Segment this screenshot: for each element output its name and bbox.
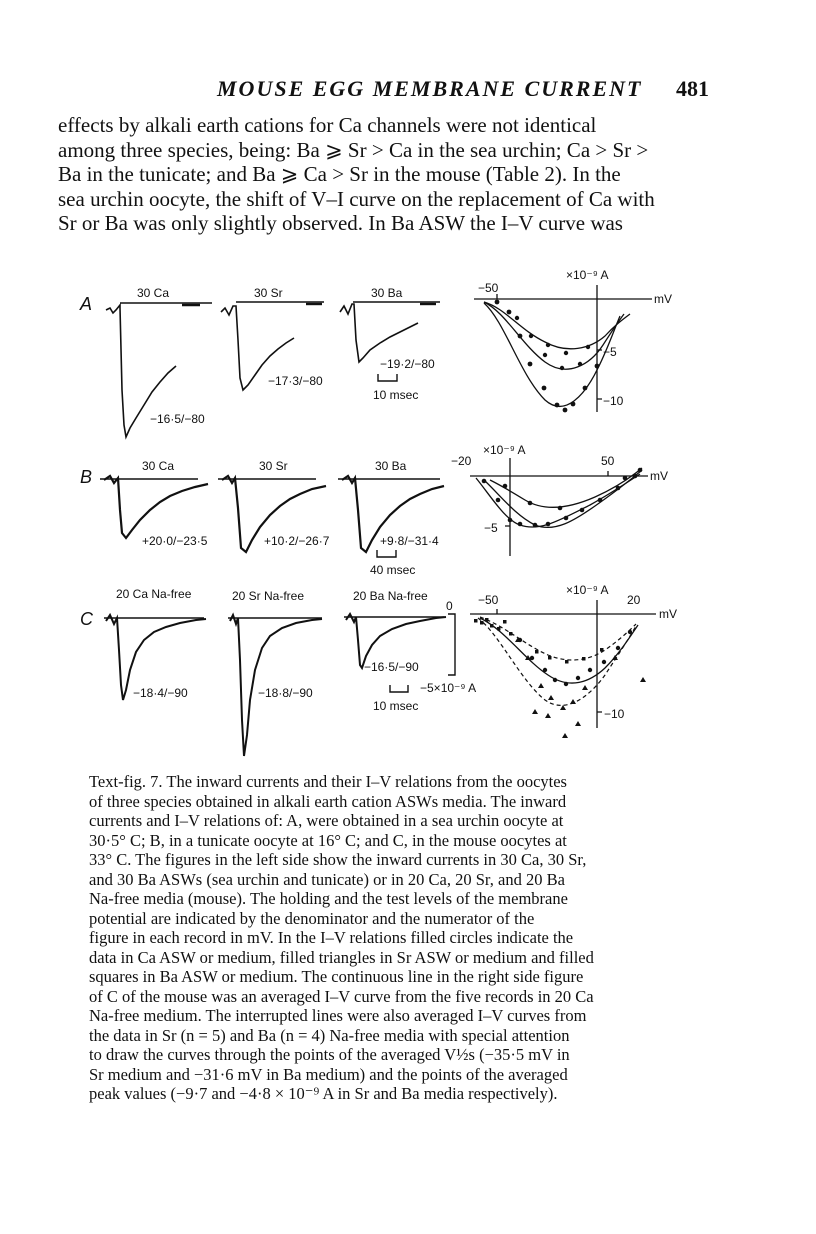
iv-units: ×10⁻⁹ A: [483, 443, 526, 457]
iv-y-tick: −10: [603, 394, 624, 408]
page-number: 481: [676, 76, 709, 101]
caption-line: data in Ca ASW or medium, filled triangles in Sr ASW or medium and filled: [89, 947, 594, 967]
trace-label: 20 Ba Na-free: [353, 589, 428, 603]
caption-line: Na-free media (mouse). The holding and the test levels of the membrane: [89, 889, 568, 908]
scale-zero-label: 0: [446, 599, 453, 613]
trace-annotation: −16·5/−80: [150, 412, 205, 426]
iv-y-tick: −10: [604, 707, 625, 721]
caption-line: 30·5° C; B, in a tunicate oocyte at 16° C; and C, in the mouse oocytes at: [89, 830, 567, 850]
caption-line: Text-fig. 7. The inward currents and their I–V relations from the oocytes: [89, 772, 567, 791]
iv-data-points: [495, 300, 600, 413]
time-scale-bar: [378, 374, 397, 381]
panel-letter-a: A: [80, 294, 93, 314]
caption-line: the data in Sr (n = 5) and Ba (n = 4) Na-free media with special attention: [89, 1025, 570, 1045]
caption-line: potential are indicated by the denominator and the numerator of the: [89, 908, 535, 928]
iv-units: ×10⁻⁹ A: [566, 583, 609, 597]
time-scale-label: 40 msec: [370, 563, 416, 577]
time-scale-bar: [390, 685, 408, 692]
current-trace: [104, 476, 208, 538]
iv-axis-unit: mV: [654, 292, 672, 306]
trace-annotation: −19·2/−80: [380, 357, 435, 371]
trace-annotation: +10·2/−26·7: [264, 534, 330, 548]
iv-y-tick: −5: [484, 521, 498, 535]
current-scale-bar: [448, 614, 455, 675]
iv-curve-ca: [476, 474, 640, 527]
trace-label: 20 Ca Na-free: [116, 587, 192, 601]
iv-x-tick: −50: [478, 593, 499, 607]
iv-y-axis: [505, 458, 510, 556]
iv-axis-unit: mV: [650, 469, 668, 483]
body-line: Ba in the tunicate; and Ba ⩾ Ca > Sr in the mouse (Table 2). In the: [58, 162, 621, 186]
time-scale-bar: [377, 550, 396, 557]
iv-y-tick: −5: [603, 345, 617, 359]
trace-label: 30 Ba: [375, 459, 407, 473]
trace-annotation: +20·0/−23·5: [142, 534, 208, 548]
trace-annotation: −18·4/−90: [133, 686, 188, 700]
iv-y-axis: [597, 600, 602, 728]
body-line: Sr or Ba was only slightly observed. In Ba ASW the I–V curve was: [58, 211, 623, 235]
running-title: MOUSE EGG MEMBRANE CURRENT: [217, 76, 643, 101]
caption-line: Na-free medium. The interrupted lines were also averaged I–V curves from: [89, 1006, 587, 1025]
caption-line: to draw the curves through the points of the averaged V½s (−35·5 mV in: [89, 1045, 570, 1064]
body-line: effects by alkali earth cations for Ca channels were not identical: [58, 113, 597, 137]
text-figure-7: [0, 250, 816, 770]
iv-curve-ca-continuous: [480, 618, 638, 683]
iv-x-axis: [474, 294, 652, 299]
figure-caption: [89, 772, 673, 1104]
figure-svg: [0, 250, 816, 770]
caption-line: figure in each record in mV. In the I–V relations filled circles indicate the: [89, 928, 574, 947]
iv-x-tick: −50: [478, 281, 499, 295]
trace-annotation: +9·8/−31·4: [380, 534, 439, 548]
iv-curve-sr-dashed: [478, 618, 636, 705]
iv-x-axis: [470, 609, 656, 614]
caption-line: 33° C. The figures in the left side show the inward currents in 30 Ca, 30 Sr,: [89, 850, 587, 869]
caption-line: currents and I–V relations of: A, were obtained in a sea urchin oocyte at: [89, 811, 564, 830]
iv-x-tick: 50: [601, 454, 615, 468]
panel-letter-c: C: [80, 609, 93, 629]
trace-label: 30 Ba: [371, 286, 403, 300]
current-trace: [340, 304, 418, 362]
iv-curve-sr: [484, 302, 624, 369]
trace-label: 30 Ca: [137, 286, 170, 300]
trace-label: 20 Sr Na-free: [232, 589, 305, 603]
iv-axis-unit: mV: [659, 607, 677, 621]
panel-letter-b: B: [80, 467, 93, 487]
caption-line: peak values (−9·7 and −4·8 × 10⁻⁹ A in Sr and Ba media respectively).: [89, 1084, 558, 1103]
iv-units: ×10⁻⁹ A: [566, 268, 609, 282]
caption-line: Sr medium and −31·6 mV in Ba medium) and the points of the averaged: [89, 1064, 568, 1084]
caption-line: of C of the mouse was an averaged I–V curve from the five records in 20 Ca: [89, 986, 594, 1006]
body-line: among three species, being: Ba ⩾ Sr > Ca in the sea urchin; Ca > Sr >: [58, 137, 649, 162]
iv-x-tick: 20: [627, 593, 641, 607]
trace-annotation: −18·8/−90: [258, 686, 313, 700]
iv-x-tick: −20: [451, 454, 472, 468]
body-paragraph: [58, 113, 710, 236]
iv-curve-ba: [484, 302, 630, 349]
body-line: sea urchin oocyte, the shift of V–I curve on the replacement of Ca with: [58, 186, 655, 211]
trace-label: 30 Sr: [254, 286, 283, 300]
page-header: [0, 76, 816, 106]
iv-x-axis: [470, 471, 648, 476]
trace-annotation: −17·3/−80: [268, 374, 323, 388]
caption-line: squares in Ba ASW or medium. The continuous line in the right side figure: [89, 967, 584, 986]
trace-label: 30 Ca: [142, 459, 175, 473]
caption-line: and 30 Ba ASWs (sea urchin and tunicate) or in 20 Ca, 20 Sr, and 20 Ba: [89, 869, 565, 889]
trace-annotation: −16·5/−90: [364, 660, 419, 674]
time-scale-label: 10 msec: [373, 699, 419, 713]
caption-line: of three species obtained in alkali earth cation ASWs media. The inward: [89, 791, 567, 811]
trace-label: 30 Sr: [259, 459, 288, 473]
current-scale-label: −5×10⁻⁹ A: [420, 681, 477, 695]
time-scale-label: 10 msec: [373, 388, 419, 402]
